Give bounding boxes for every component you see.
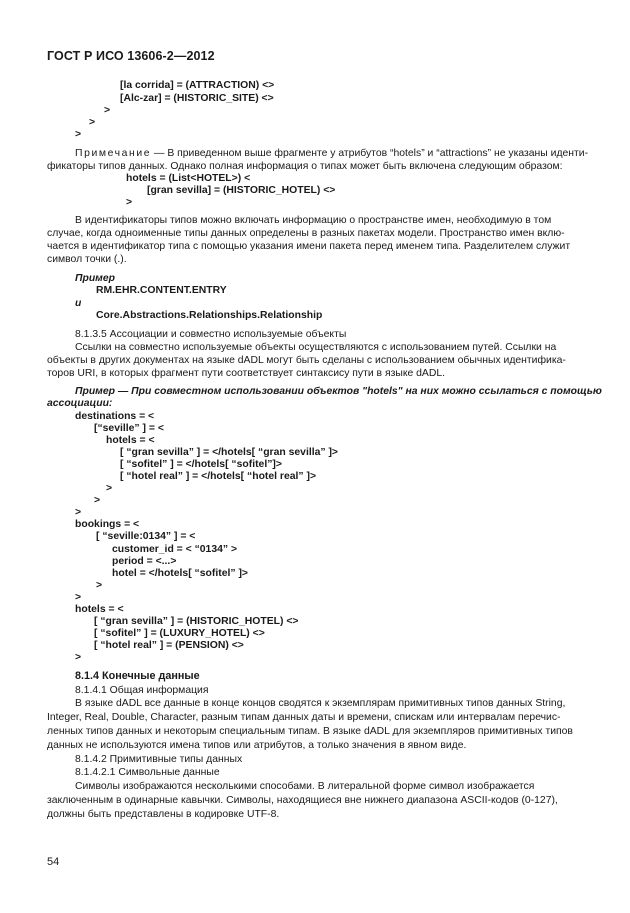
paragraph-line: ленных типов данных и некоторым специальным типам. В языке dADL для экземпляров примитивных типов [47, 726, 573, 737]
paragraph-line: случае, когда одноименные типы данных определены в разных пакетах модели. Пространство имен вклю- [47, 228, 565, 239]
code-line: hotels = < [106, 435, 155, 446]
code-line: [ “hotel real” ] = (PENSION) <> [94, 640, 244, 651]
note-line-1: Примечание — В приведенном выше фрагменте у атрибутов “hotels” и “attractions” не указаны иденти- [75, 148, 589, 159]
page-number: 54 [47, 856, 60, 868]
code-line: [Alc-zar] = (HISTORIC_SITE) <> [120, 93, 274, 104]
code-line: > [75, 592, 82, 603]
code-line: hotel = </hotels[ “sofitel” ]> [112, 568, 248, 579]
code-line: > [94, 495, 101, 506]
paragraph-line: должны быть представлены в кодировке UTF-8. [47, 809, 280, 820]
paragraph-line: В идентификаторы типов можно включать информацию о пространстве имен, необходимую в том [75, 215, 552, 226]
paragraph-line: Integer, Real, Double, Character, разным типам данных даты и времени, спискам или интервалам перечис- [47, 712, 561, 723]
code-line: customer_id = < “0134” > [112, 544, 238, 555]
subsection-heading: 8.1.4.2.1 Символьные данные [75, 767, 220, 778]
code-line: > [126, 197, 133, 208]
code-line: destinations = < [75, 411, 155, 422]
section-heading: 8.1.4 Конечные данные [75, 670, 200, 682]
section-heading: 8.1.3.5 Ассоциации и совместно используемые объекты [75, 329, 347, 340]
code-line: [ “sofitel” ] = </hotels[ “sofitel”]> [120, 459, 282, 470]
example-code: RM.EHR.CONTENT.ENTRY [96, 285, 227, 296]
note-label: Примечание [75, 148, 152, 159]
code-line: [ “gran sevilla” ] = </hotels[ “gran sevilla” ]> [120, 447, 338, 458]
subsection-heading: 8.1.4.2 Примитивные типы данных [75, 754, 243, 765]
paragraph-line: торов URI, в которых фрагмент пути соответствует синтаксису пути в языке dADL. [47, 368, 446, 379]
paragraph-line: Символы изображаются несколькими способами. В литеральной форме символ изображается [75, 781, 535, 792]
code-line: > [75, 652, 82, 663]
example-line: ассоциации: [47, 398, 113, 409]
code-line: > [106, 483, 113, 494]
code-line: [“seville” ] = < [94, 423, 164, 434]
code-line: [gran sevilla] = (HISTORIC_HOTEL) <> [147, 185, 336, 196]
example-code: Core.Abstractions.Relationships.Relationship [96, 310, 323, 321]
paragraph-line: В языке dADL все данные в конце концов сводятся к экземплярам примитивных типов данных String, [75, 698, 566, 709]
code-line: > [104, 105, 111, 116]
code-line: [la corrida] = (ATTRACTION) <> [120, 80, 275, 91]
code-line: > [75, 507, 82, 518]
paragraph-line: чается в идентификатор типа с помощью указания имени пакета перед именем типа. Разделителем служит [47, 241, 571, 252]
code-line: bookings = < [75, 519, 140, 530]
code-line: [ “gran sevilla” ] = (HISTORIC_HOTEL) <> [94, 616, 299, 627]
document-header: ГОСТ Р ИСО 13606-2—2012 [47, 49, 215, 63]
code-line: [ “sofitel” ] = (LUXURY_HOTEL) <> [94, 628, 265, 639]
paragraph-line: данных не используются имена типов или атрибутов, а только значения в явном виде. [47, 740, 467, 751]
code-line: [ “hotel real” ] = </hotels[ “hotel real” ]> [120, 471, 317, 482]
example-or: и [75, 298, 82, 309]
code-line: period = <...> [112, 556, 177, 567]
paragraph-line: объекты в других документах на языке dADL могут быть сделаны с использованием обычных идентифика- [47, 355, 566, 366]
code-line: hotels = (List<HOTEL>) < [126, 173, 251, 184]
paragraph-line: символ точки (.). [47, 254, 127, 265]
paragraph-line: Ссылки на совместно используемые объекты осуществляются с использованием путей. Ссылки на [75, 342, 557, 353]
code-line: > [96, 580, 103, 591]
subsection-heading: 8.1.4.1 Общая информация [75, 685, 209, 696]
note-line-2: фикаторы типов данных. Однако полная информация о типах может быть включена следующим образом: [47, 161, 563, 172]
example-label: Пример [75, 273, 115, 284]
code-line: hotels = < [75, 604, 124, 615]
code-line: > [75, 129, 82, 140]
paragraph-line: заключенным в одинарные кавычки. Символы, находящиеся вне нижнего диапазона ASCII-кодов (0-127), [47, 795, 558, 806]
example-line: Пример — При совместном использовании объектов "hotels" на них можно ссылаться с помощью [75, 386, 602, 397]
code-line: [ “seville:0134” ] = < [96, 531, 196, 542]
code-line: > [89, 117, 96, 128]
